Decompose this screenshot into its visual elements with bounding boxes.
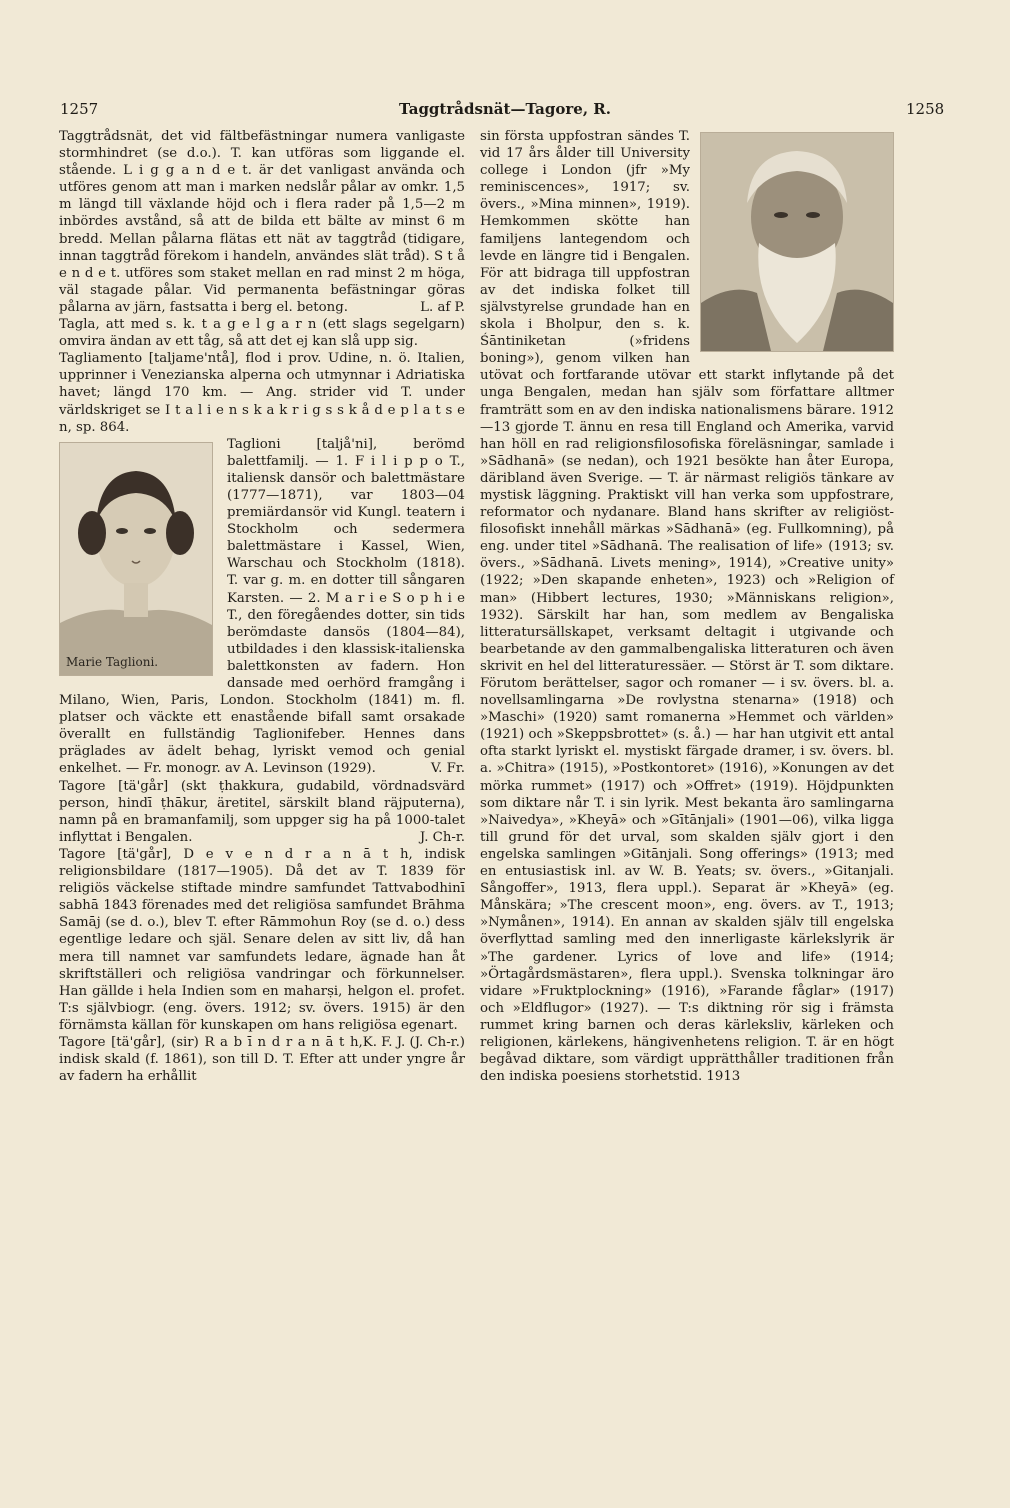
signature: V. Fr. xyxy=(430,761,465,777)
entry-taggtradsnat xyxy=(59,128,465,316)
signature: L. af P. xyxy=(420,299,465,315)
running-title: Taggtrådsnät—Tagore, R. xyxy=(399,100,611,118)
entry-text: sin första uppfostran sändes T. vid 17 års ålder till University college i London (jfr »My reminiscences», 1917; sv. övers., »Mina minnen», 1919). Hemkommen skötte han familjens lantegendom och levde en längre tid i Bengalen. För att bidraga till uppfostran av det indiska folket till självstyrelse grundade han en skola i Bholpur, den s. k. Śāntiniketan (»fridens boning»), genom vilken han utövat och fortfarande utövar ett starkt inflytande på det unga Bengalen, medan han själv som författare alltmer framträtt som en av den indiska nationalismens bärare. 1912—13 gjorde T. ännu en resa till England och Amerika, varvid han höll en rad religionsfilosofiska föreläsningar, samlade i »Sādhanā» (se nedan), och 1921 besökte han åter Europa, däribland även Sverige. — T. är närmast religiös tänkare av mystisk läggning. Praktiskt vill han verka som uppfostrare, reformator och nydanare. Bland hans skrifter av religiöst-filosofiskt innehåll märkas »Sādhanā» (eg. Fullkomning), på eng. under titel »Sādhanā. The realisation of life» (1913; sv. övers., »Sādhanā. Livets mening», 1914), »Creative unity» (1922; »Den skapande enheten», 1923) och »Religion of man» (Hibbert lectures, 1930; »Människans religion», 1932). Särskilt har han, som medlem av Bengaliska litteratursällskapet, verksamt deltagit i utgivande och bearbetande av den gammalbengaliska litteraturen och även skrivit en hel del litteraturessäer. — Störst är T. som diktare. Förutom berättelser, sagor och romaner — i sv. övers. bl. a. novellsamlingarna »De rovlystna stenarna» (1918) och »Maschi» (1920) samt romanerna »Hemmet och världen» (1921) och »Skeppsbrottet» (s. å.) — har han utgivit ett antal ofta starkt lyriskt el. mystiskt färgade dramer, i sv. övers. bl. a. »Chitra» (1915), »Postkontoret» (1916), »Konungen av det mörka rummet» (1917) och »Offret» (1919). Höjdpunkten som diktare når T. i sin lyrik. Mest bekanta äro samlingarna »Naivedya», »Kheyā» och »Gītānjali» (1901—06), vilka ligga till grund för det urval, som skalden själv gjort i den engelska samlingen »Gitānjali. Song offerings» (1913; med en entusiastisk inl. av W. B. Yeats; sv. övers., »Gitanjali. Sångoffer», 1913, flera uppl.). Separat är »Kheyā» (eg. Månskära; »The crescent moon», eng. övers. av T., 1913; »Nymånen», 1914). En annan av skalden själv till engelska överflyttad samling med den innerligaste kärlekslyrik är »The gardener. Lyrics of love and life» (1914; »Örtagårdsmästaren», flera uppl.). Svenska tolkningar äro vidare »Fruktplockning» (1916), »Farande fåglar» (1917) och »Eldflugor» (1927). — T:s diktning rör sig i främsta rummet kring barnen och deras kärleksliv, kärleken och religionen, kärlekens, hängivenhetens religion. T. är en högt begåvad diktare, som värdigt upprätthåller traditionen från den indiska poesiens storhetstid. 1913 xyxy=(480,129,894,1085)
entry-text: Taglioni [taljå'ni], berömd balettfamilj. — 1. F i l i p p o T., italiensk dansör och balettmästare (1777—1871), var 1803—04 premiärdansör vid Kungl. teatern i Stockholm och sedermera balettmästare i Kassel, Wien, Warschau och Stockholm (1818). T. var g. m. en dotter till sångaren Karsten. — 2. M a r i e S o p h i e T., den föregåendes dotter, sin tids berömdaste dansös (1804—84), utbildades i den klassisk-italienska balettkonsten av fadern. Hon dansade med oerhörd framgång i Milano, Wien, Paris, London. Stockholm (1841) m. fl. platser och väckte ett enastående bifall samt orsakade överallt en fullständig Taglionifeber. Hennes dans präglades av ädelt behag, lyriskt vemod och genial enkelhet. — Fr. monogr. av A. Levinson (1929). xyxy=(59,436,465,777)
page-number-left: 1257 xyxy=(60,100,99,118)
entry-continuation xyxy=(480,128,894,1085)
portrait-taglioni-image xyxy=(60,443,212,675)
portrait-figure-tagore xyxy=(700,132,894,352)
signature: J. Ch-r. xyxy=(419,829,465,845)
entry-tagore-rabindranath: Tagore [tä'går], (sir) R a b ī n d r a n ā t h, indisk skald (f. 1861), son till D. T. Efter att under yngre år av fadern ha erhållit xyxy=(59,1034,465,1085)
portrait-tagore-image xyxy=(701,133,893,351)
signature: K. F. J. (J. Ch-r.) xyxy=(362,1034,465,1050)
entry-tagore-devendranath xyxy=(59,846,465,1050)
entry-tagla: Tagla, att med s. k. t a g e l g a r n (ett slags segelgarn) omvira ändan av ett tåg, så att det ej kan slå upp sig. xyxy=(59,317,465,350)
right-column xyxy=(480,128,894,1085)
figure-caption: Marie Taglioni. xyxy=(66,654,159,669)
entry-text: Taggtrådsnät, det vid fältbefästningar numera vanligaste stormhindret (se d.o.). T. kan utföras som liggande el. stående. L i g g a n d e t. är det vanligast använda och utföres genom att man i marken nedslår pålar av omkr. 1,5 m längd till växlande höjd och i flera rader på 1,5—2 m inbördes avstånd, så att de bilda ett bälte av minst 6 m bredd. Mellan pålarna flätas ett nät av taggtråd (tidigare, innan taggtråd förekom i handeln, användes slät tråd). S t å e n d e t. utföres som staket mellan en rad minst 2 m höga, väl stagade pålar. Vid permanenta befästningar göras pålarna av järn, fastsatta i berg el. betong. xyxy=(59,129,465,315)
portrait-figure-taglioni xyxy=(59,442,213,676)
entry-tagliamento: Tagliamento [taljame'ntå], flod i prov. Udine, n. ö. Italien, upprinner i Venezianska alperna och utmynnar i Adriatiska havet; längd 170 km. — Ang. strider vid T. under världskriget se I t a l i e n s k a k r i g s s k å d e p l a t s e n, sp. 864. xyxy=(59,351,465,435)
entry-text: Tagore [tä'går] (skt ṭhakkura, gudabild, vördnadsvärd person, hindī ṭhākur, äretitel, särskilt bland räjputerna), namn på en bramanfamilj, som uppger sig ha på 1000-talet inflyttat i Bengalen. xyxy=(59,778,465,845)
entry-text: Tagore [tä'går], D e v e n d r a n ā t h, indisk religionsbildare (1817—1905). Då det av T. 1839 för religiös väckelse stiftade mindre samfundet Tattvabodhinī sabhā 1843 förenades med det religiösa samfundet Brāhma Samāj (se d. o.), blev T. efter Rāmmohun Roy (se d. o.) dess egentlige ledare och själ. Senare delen av sitt liv, då han mera till namnet var samfundets ledare, ägnade han åt skriftställeri och religiösa vandringar och förkunnelser. Han gällde i hela Indien som en maharṣi, helgon el. profet. T:s självbiogr. (eng. övers. 1912; sv. övers. 1915) är den förnämsta källan för kunskapen om hans religiösa egenart. xyxy=(59,846,465,1033)
entry-taglioni xyxy=(59,436,465,778)
page-number-right: 1258 xyxy=(906,100,945,118)
left-column xyxy=(59,128,465,1085)
entry-tagore-family xyxy=(59,778,465,846)
